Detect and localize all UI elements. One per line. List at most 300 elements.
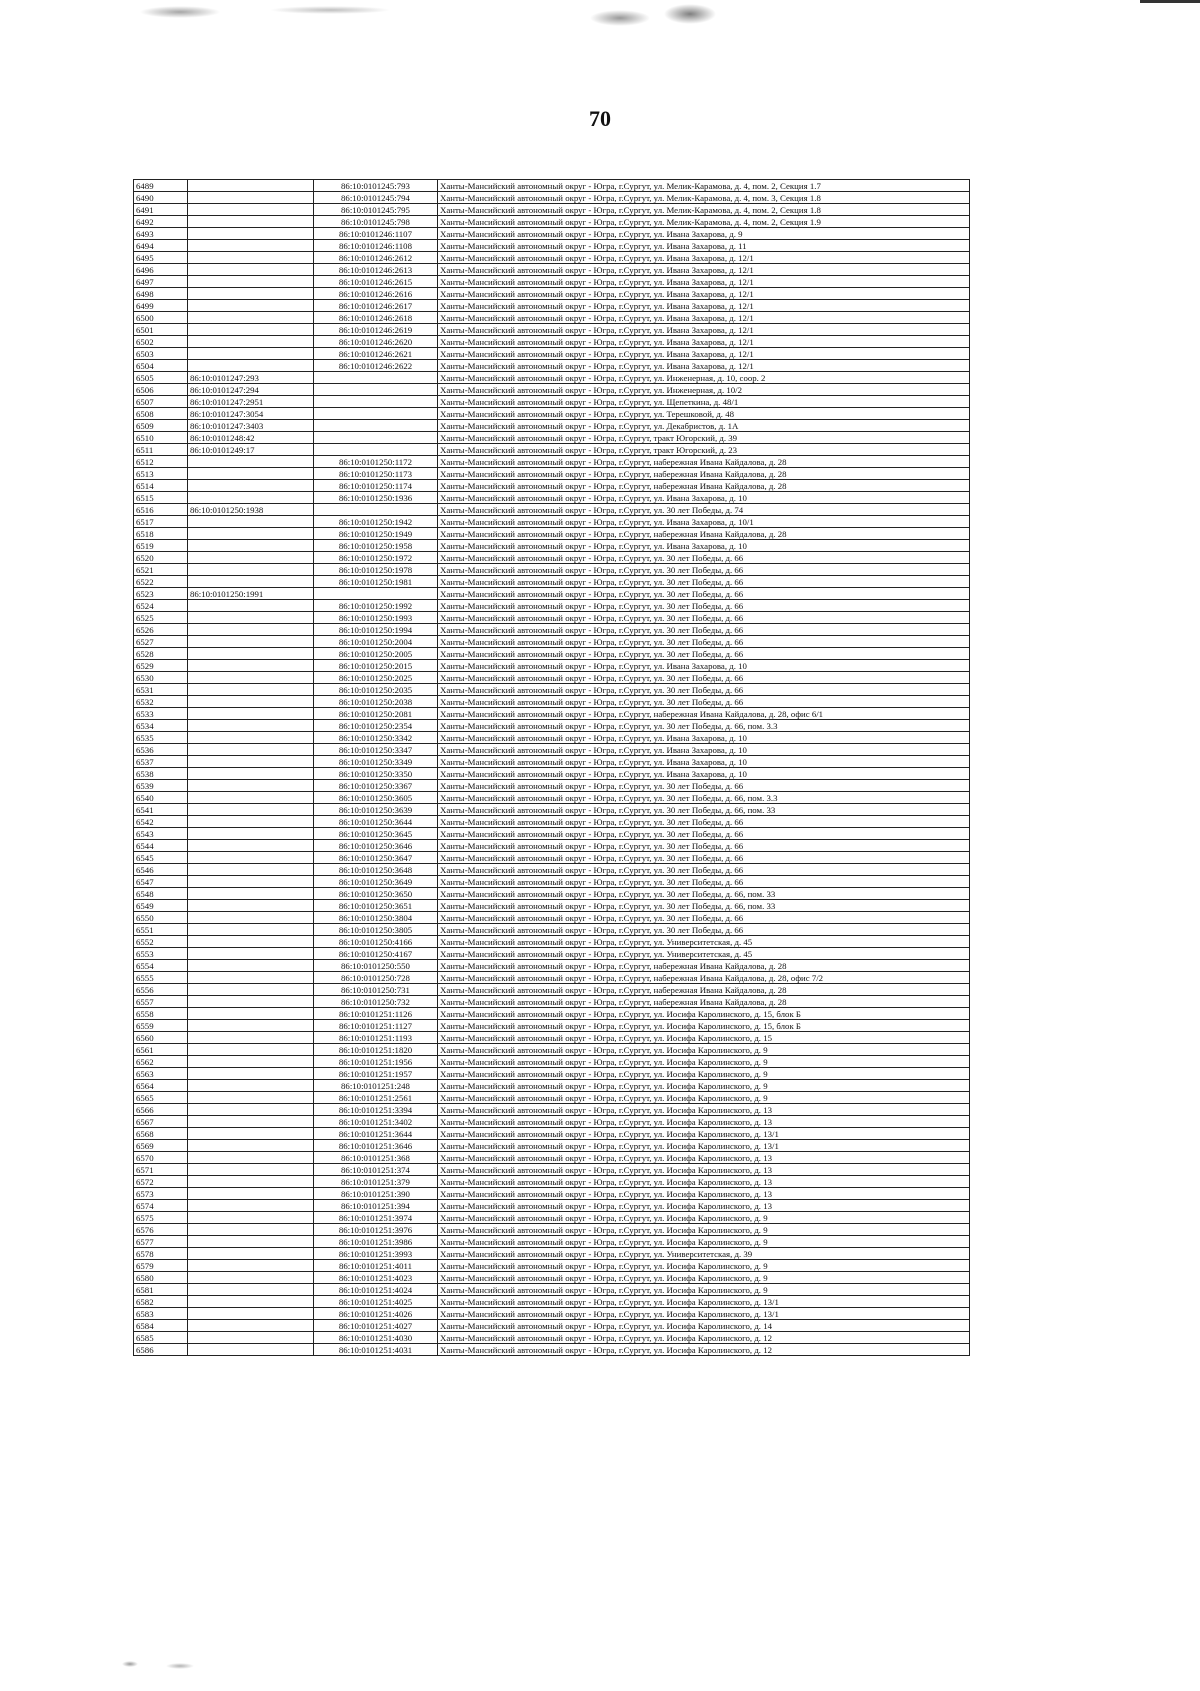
- row-number-cell: 6528: [134, 648, 188, 660]
- table-row: [134, 1032, 970, 1044]
- address-cell: Ханты-Мансийский автономный округ - Югра, г.Сургут, ул. 30 лет Победы, д. 66: [438, 576, 970, 588]
- row-number-cell: 6512: [134, 456, 188, 468]
- table-row: [134, 432, 970, 444]
- table-row: [134, 1152, 970, 1164]
- land-cadastral-number-cell: [188, 612, 314, 624]
- land-cadastral-number-cell: [188, 960, 314, 972]
- building-cadastral-number-cell: 86:10:0101245:795: [314, 204, 438, 216]
- building-cadastral-number-cell: 86:10:0101250:1981: [314, 576, 438, 588]
- table-row: [134, 720, 970, 732]
- row-number-cell: 6490: [134, 192, 188, 204]
- building-cadastral-number-cell: 86:10:0101251:248: [314, 1080, 438, 1092]
- row-number-cell: 6496: [134, 264, 188, 276]
- address-cell: Ханты-Мансийский автономный округ - Югра, г.Сургут, ул. Университетская, д. 45: [438, 936, 970, 948]
- table-row: [134, 804, 970, 816]
- building-cadastral-number-cell: [314, 588, 438, 600]
- address-cell: Ханты-Мансийский автономный округ - Югра, г.Сургут, ул. Иосифа Каролинского, д. 13/1: [438, 1308, 970, 1320]
- building-cadastral-number-cell: 86:10:0101246:2622: [314, 360, 438, 372]
- table-row: [134, 396, 970, 408]
- row-number-cell: 6497: [134, 276, 188, 288]
- table-row: [134, 324, 970, 336]
- land-cadastral-number-cell: [188, 516, 314, 528]
- address-cell: Ханты-Мансийский автономный округ - Югра, г.Сургут, ул. Щепеткина, д. 48/1: [438, 396, 970, 408]
- row-number-cell: 6567: [134, 1116, 188, 1128]
- building-cadastral-number-cell: 86:10:0101251:3644: [314, 1128, 438, 1140]
- address-cell: Ханты-Мансийский автономный округ - Югра, г.Сургут, ул. 30 лет Победы, д. 66: [438, 588, 970, 600]
- table-row: [134, 408, 970, 420]
- land-cadastral-number-cell: [188, 792, 314, 804]
- building-cadastral-number-cell: 86:10:0101250:550: [314, 960, 438, 972]
- row-number-cell: 6489: [134, 180, 188, 192]
- building-cadastral-number-cell: [314, 504, 438, 516]
- building-cadastral-number-cell: 86:10:0101250:1994: [314, 624, 438, 636]
- land-cadastral-number-cell: [188, 360, 314, 372]
- row-number-cell: 6502: [134, 336, 188, 348]
- row-number-cell: 6559: [134, 1020, 188, 1032]
- building-cadastral-number-cell: 86:10:0101251:368: [314, 1152, 438, 1164]
- address-cell: Ханты-Мансийский автономный округ - Югра, г.Сургут, ул. Ивана Захарова, д. 12/1: [438, 360, 970, 372]
- row-number-cell: 6571: [134, 1164, 188, 1176]
- building-cadastral-number-cell: [314, 408, 438, 420]
- building-cadastral-number-cell: 86:10:0101250:3639: [314, 804, 438, 816]
- land-cadastral-number-cell: [188, 1344, 314, 1356]
- address-cell: Ханты-Мансийский автономный округ - Югра, г.Сургут, ул. Иосифа Каролинского, д. 13: [438, 1164, 970, 1176]
- address-cell: Ханты-Мансийский автономный округ - Югра, г.Сургут, ул. 30 лет Победы, д. 66, пом. 3.3: [438, 792, 970, 804]
- building-cadastral-number-cell: 86:10:0101251:3646: [314, 1140, 438, 1152]
- building-cadastral-number-cell: [314, 432, 438, 444]
- land-cadastral-number-cell: [188, 1032, 314, 1044]
- table-row: [134, 384, 970, 396]
- land-cadastral-number-cell: [188, 492, 314, 504]
- table-row: [134, 660, 970, 672]
- building-cadastral-number-cell: 86:10:0101250:3651: [314, 900, 438, 912]
- land-cadastral-number-cell: [188, 1116, 314, 1128]
- building-cadastral-number-cell: 86:10:0101250:2081: [314, 708, 438, 720]
- row-number-cell: 6523: [134, 588, 188, 600]
- table-row: [134, 900, 970, 912]
- table-row: [134, 1248, 970, 1260]
- table-row: [134, 1020, 970, 1032]
- address-cell: Ханты-Мансийский автономный округ - Югра, г.Сургут, ул. 30 лет Победы, д. 66: [438, 612, 970, 624]
- address-cell: Ханты-Мансийский автономный округ - Югра, г.Сургут, ул. 30 лет Победы, д. 66: [438, 876, 970, 888]
- building-cadastral-number-cell: 86:10:0101250:1978: [314, 564, 438, 576]
- row-number-cell: 6532: [134, 696, 188, 708]
- building-cadastral-number-cell: 86:10:0101250:2004: [314, 636, 438, 648]
- address-cell: Ханты-Мансийский автономный округ - Югра, г.Сургут, ул. Иосифа Каролинского, д. 13: [438, 1104, 970, 1116]
- table-row: [134, 756, 970, 768]
- land-cadastral-number-cell: [188, 636, 314, 648]
- cadastral-table: [133, 179, 970, 1356]
- land-cadastral-number-cell: [188, 840, 314, 852]
- table-row: [134, 924, 970, 936]
- row-number-cell: 6513: [134, 468, 188, 480]
- address-cell: Ханты-Мансийский автономный округ - Югра, г.Сургут, ул. 30 лет Победы, д. 66: [438, 552, 970, 564]
- row-number-cell: 6527: [134, 636, 188, 648]
- row-number-cell: 6518: [134, 528, 188, 540]
- building-cadastral-number-cell: 86:10:0101251:2561: [314, 1092, 438, 1104]
- land-cadastral-number-cell: [188, 756, 314, 768]
- building-cadastral-number-cell: 86:10:0101251:3986: [314, 1236, 438, 1248]
- address-cell: Ханты-Мансийский автономный округ - Югра, г.Сургут, ул. Ивана Захарова, д. 12/1: [438, 348, 970, 360]
- row-number-cell: 6509: [134, 420, 188, 432]
- land-cadastral-number-cell: [188, 540, 314, 552]
- table-row: [134, 1140, 970, 1152]
- land-cadastral-number-cell: 86:10:0101248:42: [188, 432, 314, 444]
- land-cadastral-number-cell: [188, 1308, 314, 1320]
- row-number-cell: 6524: [134, 600, 188, 612]
- row-number-cell: 6544: [134, 840, 188, 852]
- table-row: [134, 252, 970, 264]
- table-row: [134, 1212, 970, 1224]
- land-cadastral-number-cell: [188, 1296, 314, 1308]
- address-cell: Ханты-Мансийский автономный округ - Югра, г.Сургут, ул. Мелик-Карамова, д. 4, пом. 2, Секция 1.7: [438, 180, 970, 192]
- table-row: [134, 1056, 970, 1068]
- building-cadastral-number-cell: 86:10:0101251:3402: [314, 1116, 438, 1128]
- address-cell: Ханты-Мансийский автономный округ - Югра, г.Сургут, ул. Иосифа Каролинского, д. 13/1: [438, 1140, 970, 1152]
- building-cadastral-number-cell: [314, 384, 438, 396]
- land-cadastral-number-cell: 86:10:0101247:293: [188, 372, 314, 384]
- table-row: [134, 1092, 970, 1104]
- building-cadastral-number-cell: 86:10:0101251:1820: [314, 1044, 438, 1056]
- address-cell: Ханты-Мансийский автономный округ - Югра, г.Сургут, ул. Мелик-Карамова, д. 4, пом. 2, Секция 1.9: [438, 216, 970, 228]
- land-cadastral-number-cell: 86:10:0101249:17: [188, 444, 314, 456]
- table-row: [134, 876, 970, 888]
- table-row: [134, 492, 970, 504]
- building-cadastral-number-cell: 86:10:0101250:2025: [314, 672, 438, 684]
- address-cell: Ханты-Мансийский автономный округ - Югра, г.Сургут, тракт Югорский, д. 23: [438, 444, 970, 456]
- address-cell: Ханты-Мансийский автономный округ - Югра, г.Сургут, ул. 30 лет Победы, д. 66, пом. 33: [438, 804, 970, 816]
- land-cadastral-number-cell: [188, 720, 314, 732]
- row-number-cell: 6545: [134, 852, 188, 864]
- land-cadastral-number-cell: [188, 1152, 314, 1164]
- land-cadastral-number-cell: [188, 1092, 314, 1104]
- table-row: [134, 1164, 970, 1176]
- building-cadastral-number-cell: 86:10:0101250:2015: [314, 660, 438, 672]
- land-cadastral-number-cell: [188, 1008, 314, 1020]
- address-cell: Ханты-Мансийский автономный округ - Югра, г.Сургут, ул. Иосифа Каролинского, д. 9: [438, 1272, 970, 1284]
- address-cell: Ханты-Мансийский автономный округ - Югра, г.Сургут, ул. Ивана Захарова, д. 10: [438, 540, 970, 552]
- address-cell: Ханты-Мансийский автономный округ - Югра, г.Сургут, набережная Ивана Кайдалова, д. 28: [438, 528, 970, 540]
- row-number-cell: 6581: [134, 1284, 188, 1296]
- table-row: [134, 612, 970, 624]
- address-cell: Ханты-Мансийский автономный округ - Югра, г.Сургут, ул. 30 лет Победы, д. 66: [438, 840, 970, 852]
- building-cadastral-number-cell: 86:10:0101246:2613: [314, 264, 438, 276]
- address-cell: Ханты-Мансийский автономный округ - Югра, г.Сургут, набережная Ивана Кайдалова, д. 28, офис 7/2: [438, 972, 970, 984]
- address-cell: Ханты-Мансийский автономный округ - Югра, г.Сургут, набережная Ивана Кайдалова, д. 28: [438, 480, 970, 492]
- row-number-cell: 6526: [134, 624, 188, 636]
- building-cadastral-number-cell: 86:10:0101246:2619: [314, 324, 438, 336]
- address-cell: Ханты-Мансийский автономный округ - Югра, г.Сургут, ул. 30 лет Победы, д. 66: [438, 684, 970, 696]
- building-cadastral-number-cell: 86:10:0101250:1936: [314, 492, 438, 504]
- building-cadastral-number-cell: 86:10:0101246:2621: [314, 348, 438, 360]
- table-row: [134, 1104, 970, 1116]
- address-cell: Ханты-Мансийский автономный округ - Югра, г.Сургут, тракт Югорский, д. 39: [438, 432, 970, 444]
- land-cadastral-number-cell: [188, 1224, 314, 1236]
- land-cadastral-number-cell: [188, 804, 314, 816]
- building-cadastral-number-cell: 86:10:0101251:4025: [314, 1296, 438, 1308]
- land-cadastral-number-cell: [188, 1104, 314, 1116]
- land-cadastral-number-cell: [188, 204, 314, 216]
- building-cadastral-number-cell: 86:10:0101250:732: [314, 996, 438, 1008]
- row-number-cell: 6551: [134, 924, 188, 936]
- row-number-cell: 6533: [134, 708, 188, 720]
- land-cadastral-number-cell: 86:10:0101250:1991: [188, 588, 314, 600]
- address-cell: Ханты-Мансийский автономный округ - Югра, г.Сургут, ул. Иосифа Каролинского, д. 15: [438, 1032, 970, 1044]
- row-number-cell: 6578: [134, 1248, 188, 1260]
- address-cell: Ханты-Мансийский автономный округ - Югра, г.Сургут, ул. Ивана Захарова, д. 10: [438, 492, 970, 504]
- address-cell: Ханты-Мансийский автономный округ - Югра, г.Сургут, ул. Ивана Захарова, д. 12/1: [438, 288, 970, 300]
- row-number-cell: 6573: [134, 1188, 188, 1200]
- address-cell: Ханты-Мансийский автономный округ - Югра, г.Сургут, ул. Ивана Захарова, д. 10: [438, 660, 970, 672]
- address-cell: Ханты-Мансийский автономный округ - Югра, г.Сургут, ул. 30 лет Победы, д. 74: [438, 504, 970, 516]
- row-number-cell: 6530: [134, 672, 188, 684]
- land-cadastral-number-cell: [188, 528, 314, 540]
- address-cell: Ханты-Мансийский автономный округ - Югра, г.Сургут, ул. Иосифа Каролинского, д. 13: [438, 1116, 970, 1128]
- building-cadastral-number-cell: 86:10:0101250:2005: [314, 648, 438, 660]
- building-cadastral-number-cell: 86:10:0101251:390: [314, 1188, 438, 1200]
- address-cell: Ханты-Мансийский автономный округ - Югра, г.Сургут, набережная Ивана Кайдалова, д. 28: [438, 468, 970, 480]
- land-cadastral-number-cell: [188, 228, 314, 240]
- building-cadastral-number-cell: 86:10:0101250:2354: [314, 720, 438, 732]
- row-number-cell: 6506: [134, 384, 188, 396]
- row-number-cell: 6570: [134, 1152, 188, 1164]
- table-row: [134, 192, 970, 204]
- address-cell: Ханты-Мансийский автономный округ - Югра, г.Сургут, ул. Ивана Захарова, д. 12/1: [438, 276, 970, 288]
- building-cadastral-number-cell: 86:10:0101250:3649: [314, 876, 438, 888]
- land-cadastral-number-cell: [188, 900, 314, 912]
- row-number-cell: 6531: [134, 684, 188, 696]
- land-cadastral-number-cell: [188, 1128, 314, 1140]
- land-cadastral-number-cell: [188, 216, 314, 228]
- table-row: [134, 864, 970, 876]
- table-row: [134, 744, 970, 756]
- address-cell: Ханты-Мансийский автономный округ - Югра, г.Сургут, набережная Ивана Кайдалова, д. 28: [438, 996, 970, 1008]
- table-row: [134, 588, 970, 600]
- table-row: [134, 564, 970, 576]
- address-cell: Ханты-Мансийский автономный округ - Югра, г.Сургут, ул. Университетская, д. 39: [438, 1248, 970, 1260]
- row-number-cell: 6498: [134, 288, 188, 300]
- building-cadastral-number-cell: 86:10:0101251:4023: [314, 1272, 438, 1284]
- building-cadastral-number-cell: 86:10:0101250:1173: [314, 468, 438, 480]
- building-cadastral-number-cell: 86:10:0101250:2035: [314, 684, 438, 696]
- land-cadastral-number-cell: 86:10:0101247:294: [188, 384, 314, 396]
- table-row: [134, 1176, 970, 1188]
- building-cadastral-number-cell: 86:10:0101245:794: [314, 192, 438, 204]
- address-cell: Ханты-Мансийский автономный округ - Югра, г.Сургут, ул. Иосифа Каролинского, д. 13: [438, 1188, 970, 1200]
- table-row: [134, 972, 970, 984]
- building-cadastral-number-cell: 86:10:0101246:2618: [314, 312, 438, 324]
- land-cadastral-number-cell: [188, 240, 314, 252]
- table-row: [134, 1200, 970, 1212]
- building-cadastral-number-cell: 86:10:0101251:4027: [314, 1320, 438, 1332]
- row-number-cell: 6536: [134, 744, 188, 756]
- table-row: [134, 696, 970, 708]
- address-cell: Ханты-Мансийский автономный округ - Югра, г.Сургут, ул. 30 лет Победы, д. 66: [438, 816, 970, 828]
- row-number-cell: 6565: [134, 1092, 188, 1104]
- row-number-cell: 6556: [134, 984, 188, 996]
- row-number-cell: 6539: [134, 780, 188, 792]
- building-cadastral-number-cell: 86:10:0101250:4167: [314, 948, 438, 960]
- land-cadastral-number-cell: [188, 300, 314, 312]
- address-cell: Ханты-Мансийский автономный округ - Югра, г.Сургут, ул. Ивана Захарова, д. 12/1: [438, 300, 970, 312]
- row-number-cell: 6550: [134, 912, 188, 924]
- building-cadastral-number-cell: 86:10:0101245:793: [314, 180, 438, 192]
- building-cadastral-number-cell: [314, 444, 438, 456]
- address-cell: Ханты-Мансийский автономный округ - Югра, г.Сургут, ул. 30 лет Победы, д. 66, пом. 3.3: [438, 720, 970, 732]
- land-cadastral-number-cell: [188, 1176, 314, 1188]
- address-cell: Ханты-Мансийский автономный округ - Югра, г.Сургут, ул. Ивана Захарова, д. 10/1: [438, 516, 970, 528]
- table-row: [134, 828, 970, 840]
- land-cadastral-number-cell: [188, 924, 314, 936]
- address-cell: Ханты-Мансийский автономный округ - Югра, г.Сургут, ул. Ивана Захарова, д. 11: [438, 240, 970, 252]
- address-cell: Ханты-Мансийский автономный округ - Югра, г.Сургут, ул. Ивана Захарова, д. 10: [438, 744, 970, 756]
- building-cadastral-number-cell: 86:10:0101250:728: [314, 972, 438, 984]
- building-cadastral-number-cell: 86:10:0101251:1127: [314, 1020, 438, 1032]
- building-cadastral-number-cell: 86:10:0101245:798: [314, 216, 438, 228]
- table-row: [134, 636, 970, 648]
- building-cadastral-number-cell: 86:10:0101251:1193: [314, 1032, 438, 1044]
- land-cadastral-number-cell: [188, 972, 314, 984]
- table-row: [134, 312, 970, 324]
- address-cell: Ханты-Мансийский автономный округ - Югра, г.Сургут, ул. Иосифа Каролинского, д. 15, блок Б: [438, 1008, 970, 1020]
- table-row: [134, 1296, 970, 1308]
- land-cadastral-number-cell: [188, 1284, 314, 1296]
- row-number-cell: 6521: [134, 564, 188, 576]
- table-row: [134, 516, 970, 528]
- address-cell: Ханты-Мансийский автономный округ - Югра, г.Сургут, ул. Иосифа Каролинского, д. 9: [438, 1224, 970, 1236]
- building-cadastral-number-cell: 86:10:0101251:1126: [314, 1008, 438, 1020]
- table-row: [134, 852, 970, 864]
- address-cell: Ханты-Мансийский автономный округ - Югра, г.Сургут, ул. Мелик-Карамова, д. 4, пом. 3, Секция 1.8: [438, 192, 970, 204]
- building-cadastral-number-cell: 86:10:0101251:4031: [314, 1344, 438, 1356]
- row-number-cell: 6515: [134, 492, 188, 504]
- land-cadastral-number-cell: [188, 1200, 314, 1212]
- table-row: [134, 936, 970, 948]
- land-cadastral-number-cell: 86:10:0101250:1938: [188, 504, 314, 516]
- row-number-cell: 6553: [134, 948, 188, 960]
- land-cadastral-number-cell: [188, 564, 314, 576]
- table-row: [134, 528, 970, 540]
- row-number-cell: 6574: [134, 1200, 188, 1212]
- building-cadastral-number-cell: 86:10:0101250:3350: [314, 768, 438, 780]
- address-cell: Ханты-Мансийский автономный округ - Югра, г.Сургут, ул. Ивана Захарова, д. 9: [438, 228, 970, 240]
- table-row: [134, 300, 970, 312]
- building-cadastral-number-cell: 86:10:0101250:1992: [314, 600, 438, 612]
- row-number-cell: 6582: [134, 1296, 188, 1308]
- address-cell: Ханты-Мансийский автономный округ - Югра, г.Сургут, набережная Ивана Кайдалова, д. 28: [438, 960, 970, 972]
- row-number-cell: 6511: [134, 444, 188, 456]
- land-cadastral-number-cell: [188, 192, 314, 204]
- row-number-cell: 6562: [134, 1056, 188, 1068]
- row-number-cell: 6558: [134, 1008, 188, 1020]
- row-number-cell: 6543: [134, 828, 188, 840]
- address-cell: Ханты-Мансийский автономный округ - Югра, г.Сургут, ул. Иосифа Каролинского, д. 13/1: [438, 1128, 970, 1140]
- address-cell: Ханты-Мансийский автономный округ - Югра, г.Сургут, ул. 30 лет Победы, д. 66: [438, 864, 970, 876]
- table-row: [134, 228, 970, 240]
- land-cadastral-number-cell: [188, 1140, 314, 1152]
- row-number-cell: 6516: [134, 504, 188, 516]
- land-cadastral-number-cell: [188, 252, 314, 264]
- land-cadastral-number-cell: [188, 780, 314, 792]
- address-cell: Ханты-Мансийский автономный округ - Югра, г.Сургут, ул. 30 лет Победы, д. 66: [438, 564, 970, 576]
- row-number-cell: 6572: [134, 1176, 188, 1188]
- table-row: [134, 504, 970, 516]
- land-cadastral-number-cell: [188, 480, 314, 492]
- table-row: [134, 360, 970, 372]
- row-number-cell: 6501: [134, 324, 188, 336]
- building-cadastral-number-cell: 86:10:0101250:3644: [314, 816, 438, 828]
- row-number-cell: 6560: [134, 1032, 188, 1044]
- table-row: [134, 1272, 970, 1284]
- table-row: [134, 1332, 970, 1344]
- land-cadastral-number-cell: [188, 1188, 314, 1200]
- row-number-cell: 6563: [134, 1068, 188, 1080]
- table-row: [134, 480, 970, 492]
- land-cadastral-number-cell: [188, 708, 314, 720]
- building-cadastral-number-cell: 86:10:0101250:3646: [314, 840, 438, 852]
- table-row: [134, 372, 970, 384]
- address-cell: Ханты-Мансийский автономный округ - Югра, г.Сургут, ул. 30 лет Победы, д. 66: [438, 912, 970, 924]
- address-cell: Ханты-Мансийский автономный округ - Югра, г.Сургут, ул. Иосифа Каролинского, д. 9: [438, 1068, 970, 1080]
- table-row: [134, 684, 970, 696]
- row-number-cell: 6555: [134, 972, 188, 984]
- land-cadastral-number-cell: [188, 1212, 314, 1224]
- row-number-cell: 6494: [134, 240, 188, 252]
- building-cadastral-number-cell: 86:10:0101251:4026: [314, 1308, 438, 1320]
- land-cadastral-number-cell: [188, 816, 314, 828]
- building-cadastral-number-cell: 86:10:0101246:1108: [314, 240, 438, 252]
- building-cadastral-number-cell: 86:10:0101246:2617: [314, 300, 438, 312]
- building-cadastral-number-cell: [314, 396, 438, 408]
- row-number-cell: 6529: [134, 660, 188, 672]
- building-cadastral-number-cell: 86:10:0101251:4011: [314, 1260, 438, 1272]
- address-cell: Ханты-Мансийский автономный округ - Югра, г.Сургут, ул. 30 лет Победы, д. 66: [438, 852, 970, 864]
- building-cadastral-number-cell: 86:10:0101250:3804: [314, 912, 438, 924]
- address-cell: Ханты-Мансийский автономный округ - Югра, г.Сургут, ул. 30 лет Победы, д. 66: [438, 648, 970, 660]
- land-cadastral-number-cell: 86:10:0101247:3403: [188, 420, 314, 432]
- land-cadastral-number-cell: [188, 696, 314, 708]
- land-cadastral-number-cell: [188, 180, 314, 192]
- table-row: [134, 624, 970, 636]
- building-cadastral-number-cell: 86:10:0101250:1942: [314, 516, 438, 528]
- land-cadastral-number-cell: [188, 888, 314, 900]
- address-cell: Ханты-Мансийский автономный округ - Югра, г.Сургут, ул. Иосифа Каролинского, д. 14: [438, 1320, 970, 1332]
- land-cadastral-number-cell: [188, 1056, 314, 1068]
- land-cadastral-number-cell: [188, 264, 314, 276]
- table-row: [134, 1116, 970, 1128]
- row-number-cell: 6569: [134, 1140, 188, 1152]
- land-cadastral-number-cell: [188, 912, 314, 924]
- row-number-cell: 6520: [134, 552, 188, 564]
- table-row: [134, 1008, 970, 1020]
- table-row: [134, 336, 970, 348]
- address-cell: Ханты-Мансийский автономный округ - Югра, г.Сургут, ул. Инженерная, д. 10/2: [438, 384, 970, 396]
- row-number-cell: 6542: [134, 816, 188, 828]
- row-number-cell: 6568: [134, 1128, 188, 1140]
- building-cadastral-number-cell: 86:10:0101250:1949: [314, 528, 438, 540]
- land-cadastral-number-cell: [188, 648, 314, 660]
- table-row: [134, 540, 970, 552]
- address-cell: Ханты-Мансийский автономный округ - Югра, г.Сургут, ул. Иосифа Каролинского, д. 9: [438, 1212, 970, 1224]
- building-cadastral-number-cell: 86:10:0101250:3650: [314, 888, 438, 900]
- address-cell: Ханты-Мансийский автономный округ - Югра, г.Сургут, ул. Инженерная, д. 10, соор. 2: [438, 372, 970, 384]
- scan-edge-mark: [1140, 0, 1200, 3]
- address-cell: Ханты-Мансийский автономный округ - Югра, г.Сургут, ул. Ивана Захарова, д. 12/1: [438, 312, 970, 324]
- table-row: [134, 1320, 970, 1332]
- land-cadastral-number-cell: [188, 744, 314, 756]
- land-cadastral-number-cell: 86:10:0101247:3054: [188, 408, 314, 420]
- address-cell: Ханты-Мансийский автономный округ - Югра, г.Сургут, набережная Ивана Кайдалова, д. 28, офис 6/1: [438, 708, 970, 720]
